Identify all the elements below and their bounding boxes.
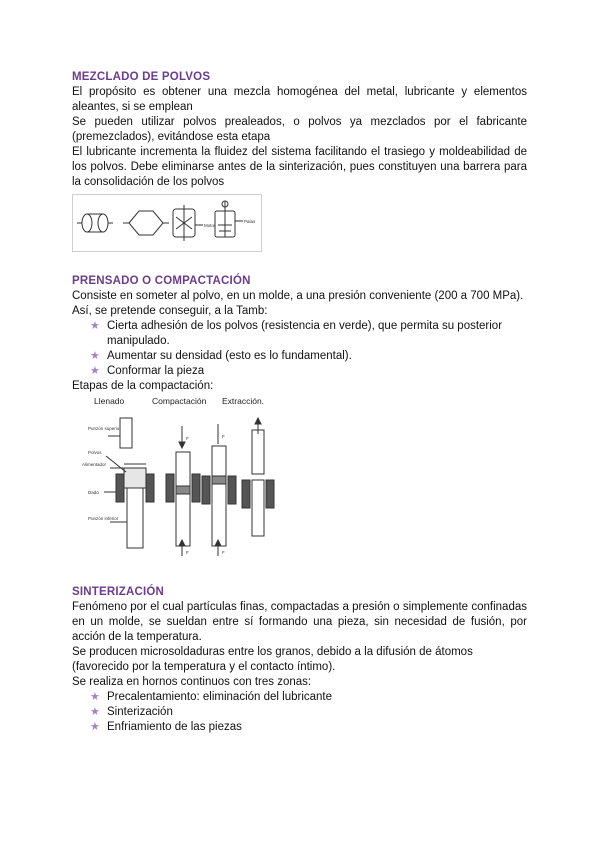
mezclado-paragraph-3: El lubricante incrementa la fluidez del sistema facilitando el trasiego y moldeabilidad de los polvos. Debe eliminarse antes de la sinterización, pues constituyen una barrera para la consolidación de los polvos: [72, 146, 527, 188]
list-item: ★ Conformar la pieza: [90, 365, 205, 377]
list-item: ★ Enfriamiento de las piezas: [90, 721, 242, 733]
sinterizacion-paragraph-3: Se realiza en hornos continuos con tres zonas:: [72, 676, 312, 688]
stage-llenado: Llenado: [94, 396, 125, 406]
prensado-list: [72, 319, 527, 379]
label-polvos: Polvos: [88, 450, 102, 455]
star-icon: ★: [90, 365, 100, 377]
figure-label-motor: Motor: [204, 223, 216, 228]
mixing-figure: [72, 194, 262, 252]
star-icon: ★: [90, 721, 100, 733]
star-icon: ★: [90, 350, 100, 362]
star-icon: ★: [90, 320, 100, 332]
star-icon: ★: [90, 691, 100, 703]
list-item: ★ Precalentamiento: eliminación del lubricante: [90, 691, 333, 703]
force-label: F: [186, 436, 189, 441]
list-item: ★ Cierta adhesión de los polvos (resistencia en verde), que permita su posterior manipulado.: [90, 320, 503, 347]
force-label: F: [222, 550, 225, 555]
mixing-illustration: [73, 195, 261, 251]
heading-mezclado: MEZCLADO DE POLVOS: [72, 71, 211, 83]
prensado-paragraph-3: Etapas de la compactación:: [72, 380, 214, 392]
stage-extraccion: Extracción.: [222, 396, 265, 406]
label-dado: Dado: [88, 490, 99, 495]
list-item: ★ Aumentar su densidad (esto es lo fundamental).: [90, 350, 352, 362]
section-sinterizacion: [72, 585, 527, 735]
mezclado-paragraph-2: Se pueden utilizar polvos prealeados, o polvos ya mezclados por el fabricante (premezclados), evitándose esta etapa: [72, 116, 527, 143]
heading-sinterizacion: SINTERIZACIÓN: [72, 586, 165, 598]
compaction-illustration: [80, 396, 280, 566]
mezclado-paragraph-1: El propósito es obtener una mezcla homogénea del metal, lubricante y elementos aleantes, si se emplean: [72, 86, 527, 113]
figure-label-palas: Palas: [244, 219, 256, 224]
label-punzon-superior: Punzón superior: [88, 426, 121, 431]
label-punzon-inferior: Punzón inferior: [88, 516, 119, 521]
heading-prensado: PRENSADO O COMPACTACIÓN: [72, 275, 251, 287]
sinterizacion-paragraph-2: Se producen microsoldaduras entre los granos, debido a la difusión de átomos (favorecido por la temperatura y el contacto íntimo).: [72, 646, 473, 673]
prensado-paragraph-2: Así, se pretende conseguir, a la Tamb:: [72, 305, 268, 317]
force-label: F: [222, 434, 225, 439]
document-page: [72, 70, 527, 735]
stage-compactacion: Compactación: [152, 396, 207, 406]
sinterizacion-list: [72, 690, 527, 735]
label-alimentador: Alimentador: [82, 462, 107, 467]
prensado-paragraph-1: Consiste en someter al polvo, en un molde, a una presión conveniente (200 a 700 MPa).: [72, 290, 524, 302]
force-label: F: [186, 550, 189, 555]
compaction-figure: [80, 396, 280, 566]
section-prensado: [72, 274, 527, 566]
star-icon: ★: [90, 706, 100, 718]
sinterizacion-paragraph-1: Fenómeno por el cual partículas finas, compactadas a presión o simplemente confinadas en un molde, se sueldan entre sí formando una pieza, sin necesidad de fusión, por acción de la temperatura.: [72, 601, 527, 643]
list-item: ★ Sinterización: [90, 706, 173, 718]
